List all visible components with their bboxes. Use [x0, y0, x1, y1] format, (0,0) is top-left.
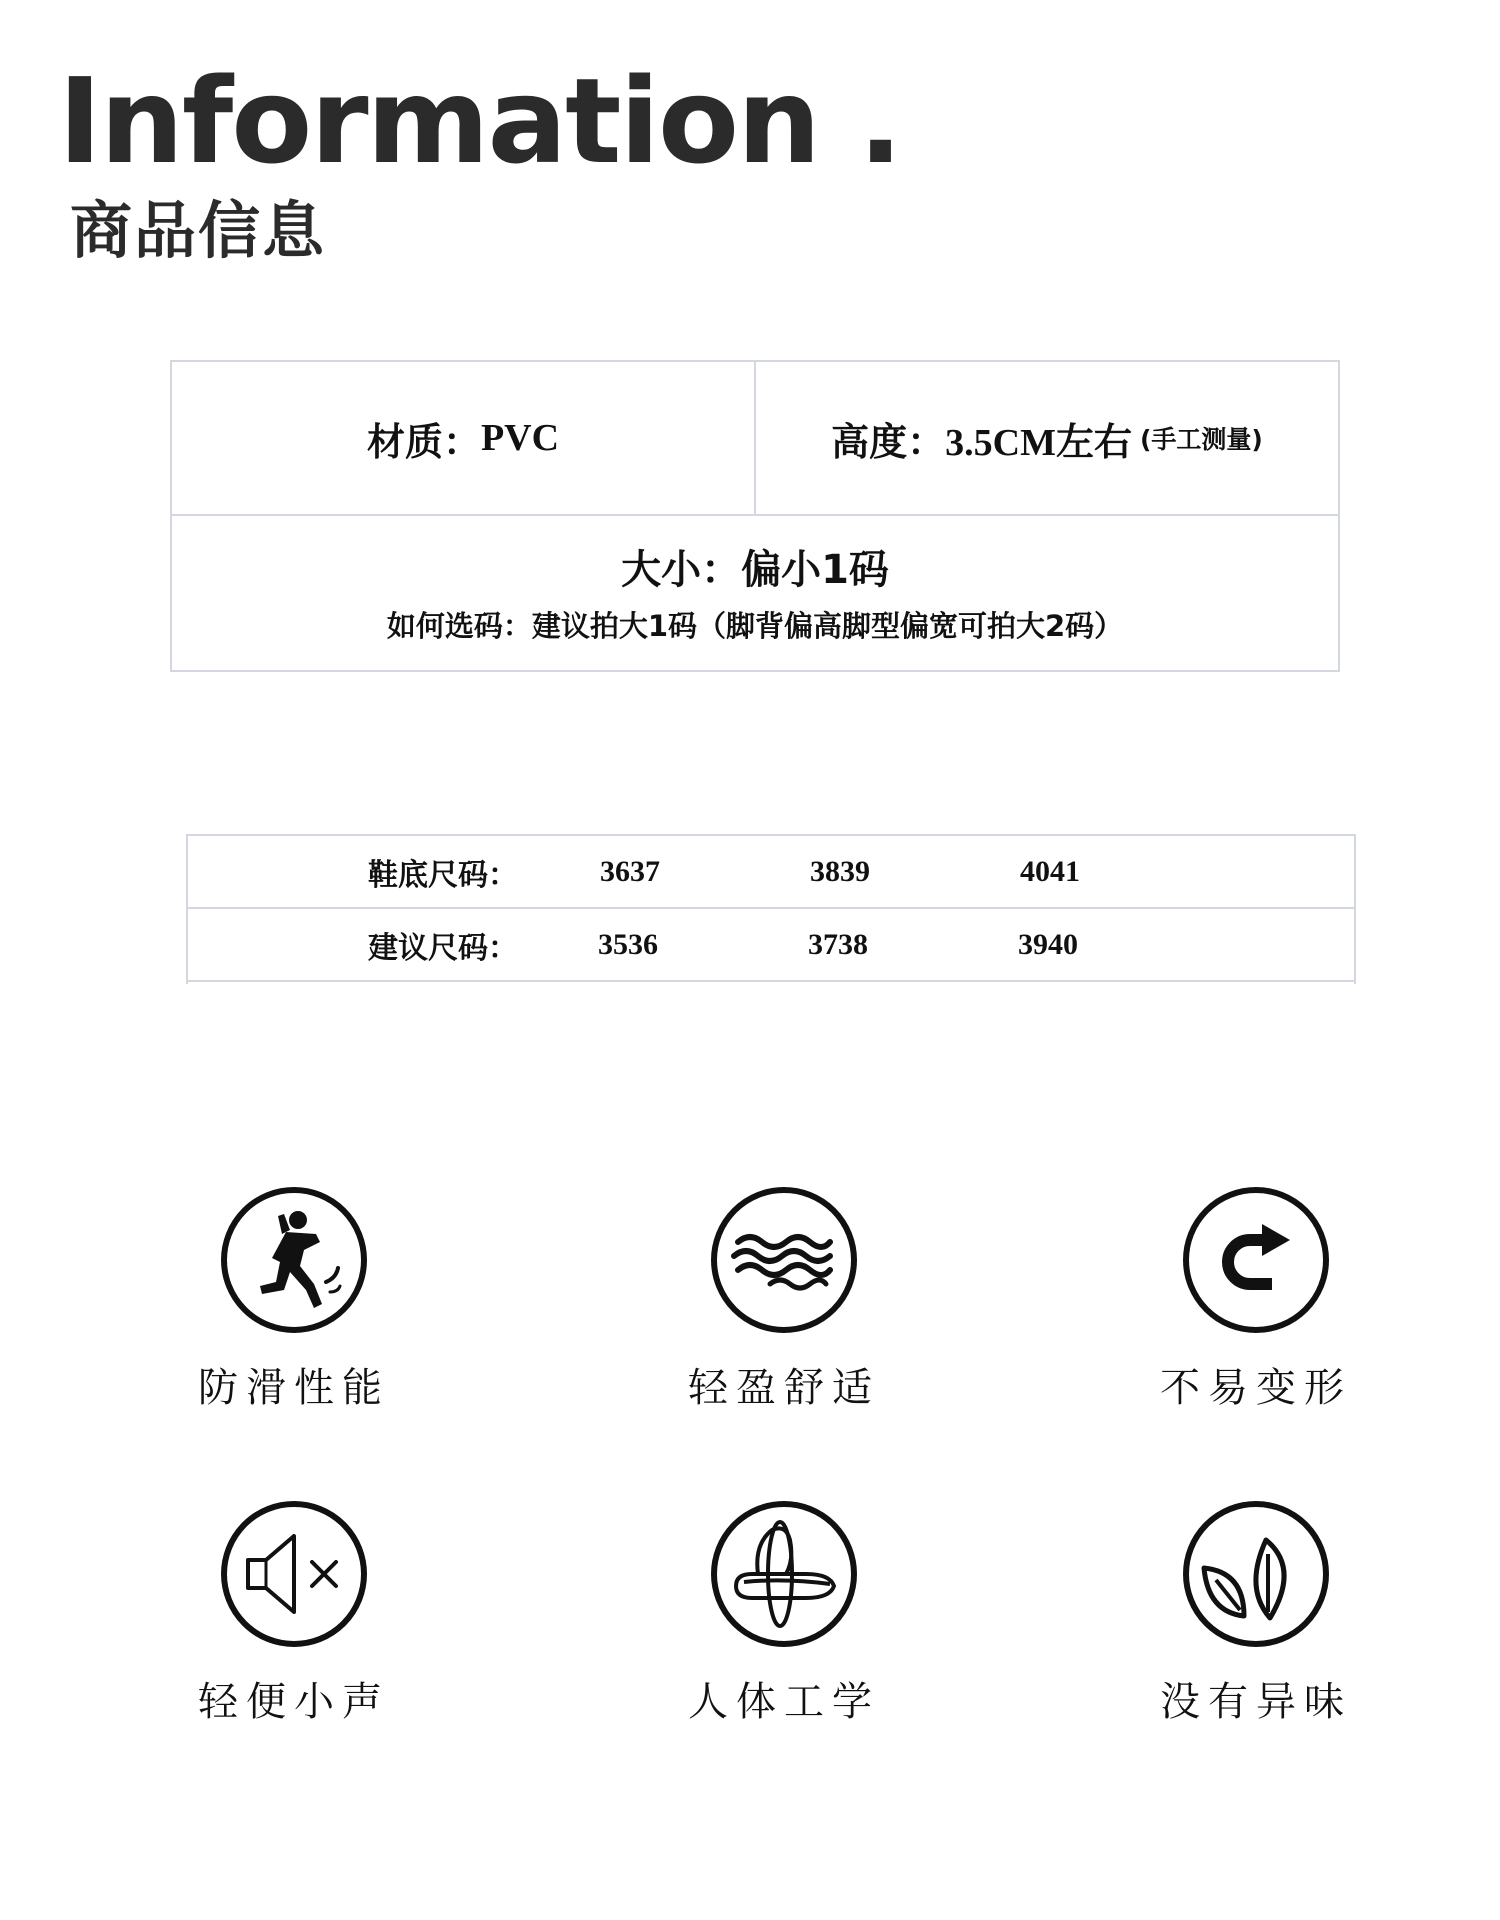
size-cell: 3536: [598, 927, 658, 961]
page-title-cn: 商品信息: [70, 194, 327, 267]
material-cell: [172, 362, 756, 514]
size-cell: 3839: [810, 854, 870, 888]
info-row-size: [172, 516, 1338, 670]
height-note: (手工测量): [1139, 425, 1263, 454]
size-cell: 4041: [1020, 854, 1080, 888]
return-arrow-icon: [1182, 1186, 1330, 1334]
size-cell: 3738: [808, 927, 868, 961]
feature-label: 人体工学: [688, 1679, 880, 1725]
sole-size-label: 鞋底尺码：: [368, 857, 518, 893]
feature-label: 轻盈舒适: [688, 1365, 880, 1411]
feature-label: 不易变形: [1160, 1365, 1352, 1411]
height-label: 高度：: [831, 419, 946, 464]
info-row-material-height: [172, 362, 1338, 516]
size-label: 大小：: [621, 547, 742, 593]
suggested-size-label: 建议尺码：: [368, 930, 518, 966]
feature-ergonomic: [664, 1500, 904, 1727]
waves-icon: [710, 1186, 858, 1334]
feature-lightweight: [664, 1186, 904, 1413]
anti-slip-icon: [220, 1186, 368, 1334]
feature-label: 没有异味: [1160, 1679, 1352, 1725]
size-cell: 3637: [600, 854, 660, 888]
size-cell: 3940: [1018, 927, 1078, 961]
mute-speaker-icon: [220, 1500, 368, 1648]
leaves-icon: [1182, 1500, 1330, 1648]
feature-anti-slip: [174, 1186, 414, 1413]
feature-no-odor: [1136, 1500, 1376, 1727]
height-value: 3.5CM左右: [945, 421, 1132, 464]
size-chart-row: [188, 909, 1354, 982]
size-advice: 如何选码：建议拍大1码（脚背偏高脚型偏宽可拍大2码）: [386, 609, 1124, 643]
page-title-en: Information .: [58, 52, 901, 190]
feature-quiet: [174, 1500, 414, 1727]
feature-label: 轻便小声: [198, 1679, 390, 1725]
feature-label: 防滑性能: [198, 1365, 390, 1411]
size-value: 偏小1码: [741, 547, 889, 593]
size-chart-row: [188, 836, 1354, 909]
height-cell: [756, 362, 1338, 514]
material-label: 材质：: [366, 419, 481, 464]
feature-no-deform: [1136, 1186, 1376, 1413]
size-fit: [172, 538, 1338, 595]
product-info-table: [170, 360, 1340, 672]
size-chart: [186, 834, 1356, 984]
material-value: PVC: [480, 417, 560, 459]
foot-ergonomic-icon: [710, 1500, 858, 1648]
